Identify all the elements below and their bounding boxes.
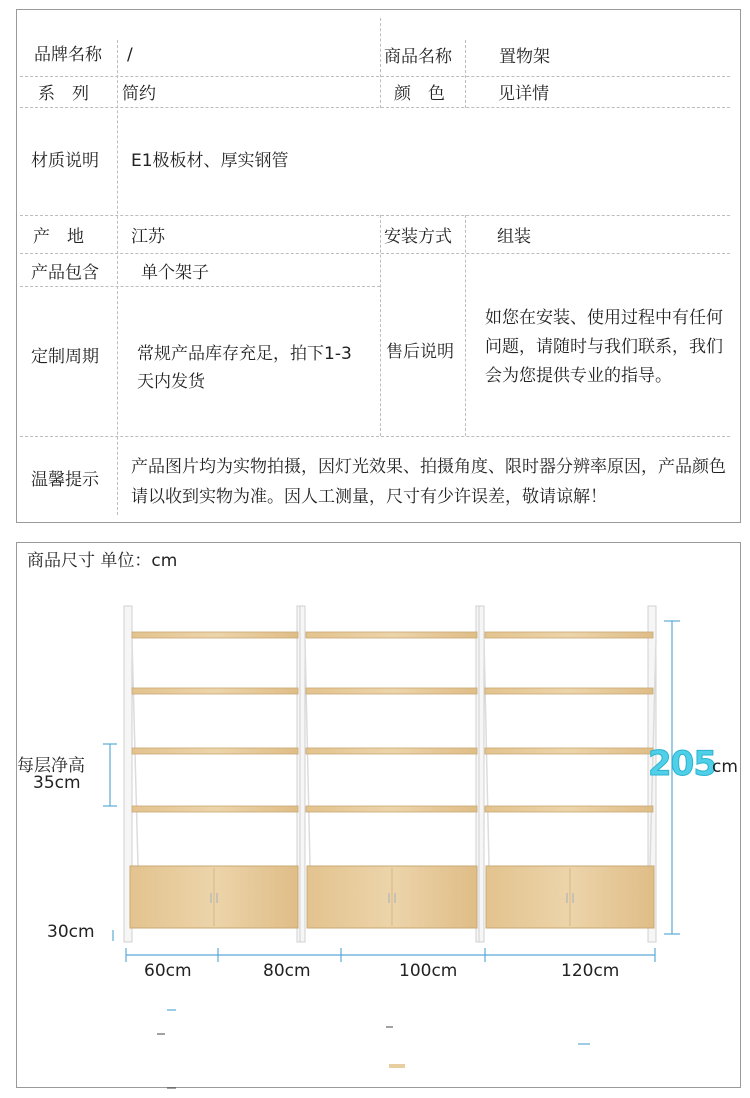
width-label-100: 100cm [399, 961, 458, 981]
base-height-label: 30cm [47, 922, 95, 942]
after-sale-value: 如您在安装、使用过程中有任何问题，请随时与我们联系，我们会为您提供专业的指导。 [485, 308, 723, 386]
tips-value: 产品图片均为实物拍摄，因灯光效果、拍摄角度、限时器分辨率原因，产品颜色请以收到实物为准。因人工测量，尺寸有少许误差，敬请谅解！ [131, 457, 726, 507]
lead-time-label: 定制周期 [31, 347, 99, 367]
total-height-unit: cm [712, 757, 738, 777]
origin-label: 产 地 [33, 227, 84, 247]
series-label: 系 列 [38, 84, 89, 104]
brand-label: 品牌名称 [34, 45, 102, 65]
install-value: 组装 [497, 227, 531, 247]
layer-height-label: 每层净高 [17, 756, 85, 776]
product-name-label: 商品名称 [384, 47, 452, 67]
package-label: 产品包含 [31, 263, 99, 283]
layer-height-value: 35cm [33, 773, 81, 793]
package-value: 单个架子 [141, 263, 209, 283]
origin-value: 江苏 [131, 227, 165, 247]
material-label: 材质说明 [31, 151, 99, 171]
color-label: 颜 色 [394, 84, 445, 104]
after-sale-label: 售后说明 [386, 342, 454, 362]
width-label-120: 120cm [561, 961, 620, 981]
lead-time-value: 常规产品库存充足，拍下1-3天内发货 [137, 344, 352, 392]
color-value: 见详情 [498, 84, 549, 104]
tips-label: 温馨提示 [31, 470, 99, 490]
series-value: 简约 [122, 84, 156, 104]
dimensions-heading: 商品尺寸 单位：cm [27, 551, 178, 571]
brand-value: / [127, 45, 133, 65]
total-height-number: 205 [648, 744, 716, 784]
install-label: 安装方式 [384, 227, 452, 247]
product-name-value: 置物架 [499, 47, 550, 67]
material-value: E1极板材、厚实钢管 [131, 151, 289, 171]
width-label-60: 60cm [144, 961, 192, 981]
width-label-80: 80cm [263, 961, 311, 981]
